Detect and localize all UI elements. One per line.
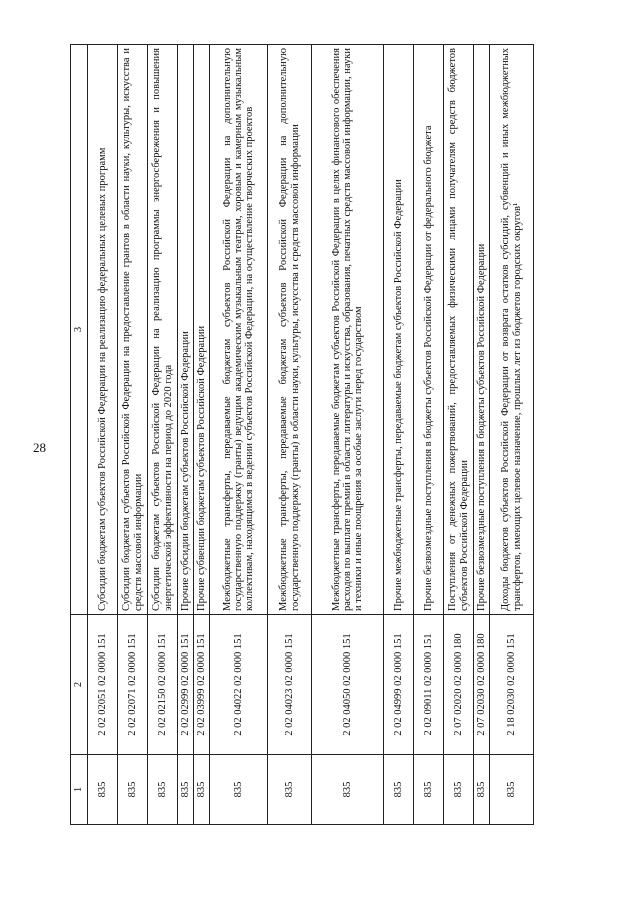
admin-code-cell: 835 xyxy=(148,755,178,825)
revenue-name-cell: Субсидии бюджетам субъектов Российской Федерации на реализацию федеральных целевых программ xyxy=(88,45,118,615)
admin-code-cell: 835 xyxy=(118,755,148,825)
revenue-name-cell: Прочие безвозмездные поступления в бюджеты субъектов Российской Федерации xyxy=(474,45,490,615)
table-row xyxy=(474,45,490,825)
revenue-name-cell: Прочие межбюджетные трансферты, передаваемые бюджетам субъектов Российской Федерации xyxy=(384,45,414,615)
table-row xyxy=(384,45,414,825)
rotated-table-container xyxy=(70,45,620,825)
budget-code-cell: 2 07 02030 02 0000 180 xyxy=(474,615,490,755)
admin-code-cell: 835 xyxy=(444,755,474,825)
admin-code-cell: 835 xyxy=(474,755,490,825)
revenue-name-cell: Прочие безвозмездные поступления в бюджеты субъектов Российской Федерации от федерального бюджета xyxy=(414,45,444,615)
budget-code-cell: 2 02 04050 02 0000 151 xyxy=(312,615,384,755)
table-row xyxy=(210,45,268,825)
column-header-1: 1 xyxy=(71,755,88,825)
admin-code-cell: 835 xyxy=(194,755,210,825)
budget-code-cell: 2 02 02051 02 0000 151 xyxy=(88,615,118,755)
budget-code-cell: 2 02 04022 02 0000 151 xyxy=(210,615,268,755)
column-header-3: 3 xyxy=(71,45,88,615)
admin-code-cell: 835 xyxy=(210,755,268,825)
table-row xyxy=(490,45,534,825)
admin-code-cell: 835 xyxy=(384,755,414,825)
table-row xyxy=(118,45,148,825)
budget-code-cell: 2 02 02071 02 0000 151 xyxy=(118,615,148,755)
revenue-name-cell: Межбюджетные трансферты, передаваемые бюджетам субъектов Российской Федерации на дополнительную государственную поддержку (гранты) ведущим академическим музыкальным театрам, хоровым и камерным музыкальным коллективам, находящимся в ведении субъектов Российской Федерации, на осуществление творческих проектов xyxy=(210,45,268,615)
budget-code-cell: 2 07 02020 02 0000 180 xyxy=(444,615,474,755)
budget-code-cell: 2 18 02030 02 0000 151 xyxy=(490,615,534,755)
revenue-name-cell: Поступления от денежных пожертвований, предоставляемых физическими лицами получателям средств бюджетов субъектов Российской Федерации xyxy=(444,45,474,615)
table-row xyxy=(268,45,312,825)
table-header-row xyxy=(71,45,88,825)
page-number: 28 xyxy=(33,440,46,455)
revenue-name-cell: Прочие субвенции бюджетам субъектов Российской Федерации xyxy=(194,45,210,615)
budget-code-cell: 2 02 04999 02 0000 151 xyxy=(384,615,414,755)
table-row xyxy=(194,45,210,825)
budget-code-cell: 2 02 04023 02 0000 151 xyxy=(268,615,312,755)
revenue-name-cell: Межбюджетные трансферты, передаваемые бюджетам субъектов Российской Федерации в целях финансового обеспечения расходов по выплате премий в области литературы и искусства, образования, печатных средств массовой информации, науки и техники и иные поощрения за особые заслуги перед государством xyxy=(312,45,384,615)
revenue-name-cell: Доходы бюджетов субъектов Российской Федерации от возврата остатков субсидий, субвенций и иных межбюджетных трансфертов, имеющих целевое назначение, прошлых лет из бюджетов городских округов¹ xyxy=(490,45,534,615)
revenue-name-cell: Межбюджетные трансферты, передаваемые бюджетам субъектов Российской Федерации на дополнительную государственную поддержку (гранты) в области науки, культуры, искусства и средств массовой информации xyxy=(268,45,312,615)
revenue-name-cell: Прочие субсидии бюджетам субъектов Российской Федерации xyxy=(178,45,194,615)
table-row xyxy=(312,45,384,825)
revenue-codes-table xyxy=(70,44,534,825)
table-row xyxy=(444,45,474,825)
admin-code-cell: 835 xyxy=(268,755,312,825)
budget-code-cell: 2 02 02999 02 0000 151 xyxy=(178,615,194,755)
table-row xyxy=(88,45,118,825)
admin-code-cell: 835 xyxy=(178,755,194,825)
admin-code-cell: 835 xyxy=(414,755,444,825)
admin-code-cell: 835 xyxy=(312,755,384,825)
revenue-name-cell: Субсидии бюджетам субъектов Российской Федерации на предоставление грантов в области науки, культуры, искусства и средств массовой информации xyxy=(118,45,148,615)
admin-code-cell: 835 xyxy=(88,755,118,825)
table-row xyxy=(178,45,194,825)
column-header-2: 2 xyxy=(71,615,88,755)
table-row xyxy=(148,45,178,825)
budget-code-cell: 2 02 02150 02 0000 151 xyxy=(148,615,178,755)
budget-code-cell: 2 02 03999 02 0000 151 xyxy=(194,615,210,755)
budget-code-cell: 2 02 09011 02 0000 151 xyxy=(414,615,444,755)
admin-code-cell: 835 xyxy=(490,755,534,825)
revenue-name-cell: Субсидии бюджетам субъектов Российской Федерации на реализацию программы энергосбережения и повышения энергетической эффективности на период до 2020 года xyxy=(148,45,178,615)
table-row xyxy=(414,45,444,825)
